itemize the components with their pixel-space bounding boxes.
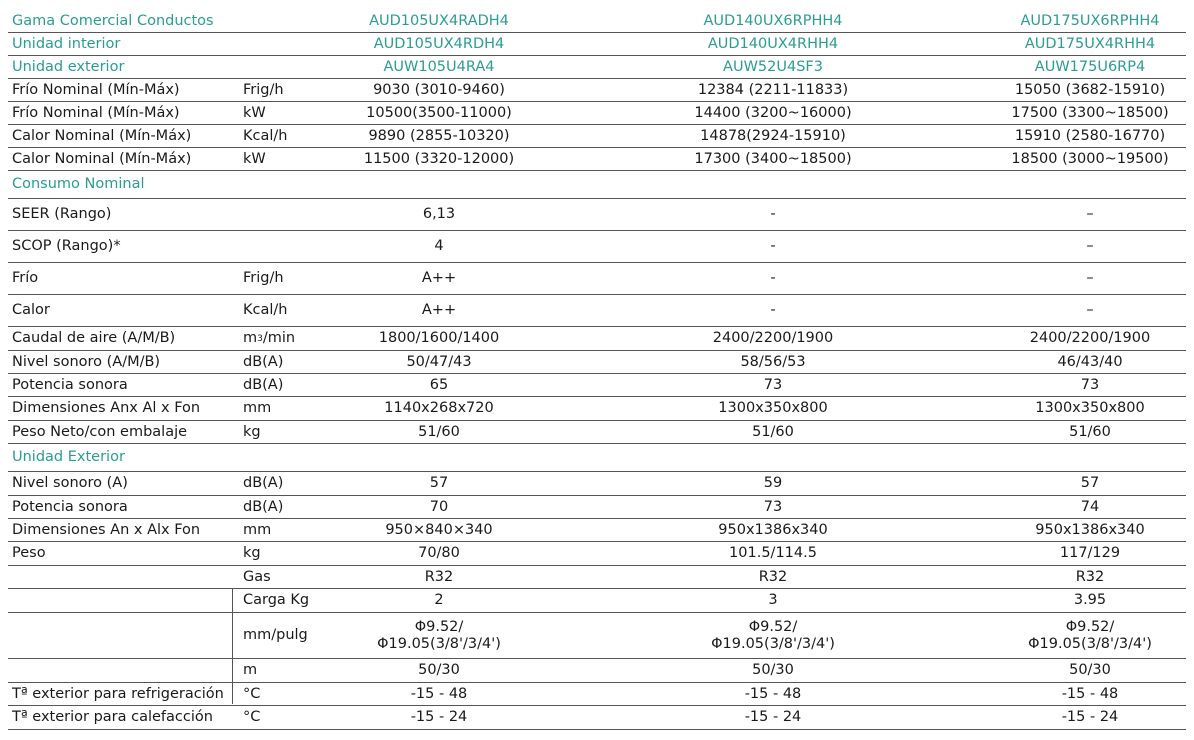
row-unit: kW (243, 150, 266, 167)
row-unit: Kcal/h (243, 127, 288, 144)
header-row-range (8, 10, 1186, 33)
table-row (8, 295, 1186, 327)
value-3: 46/43/40 (1057, 353, 1123, 370)
value-3: Φ9.52/ Φ19.05(3/8'/3/4') (1028, 618, 1152, 652)
indoor-model-1: AUD105UX4RDH4 (373, 35, 505, 52)
row-label: Tª exterior para calefacción (12, 709, 213, 726)
row-unit: m 3 /min (243, 330, 296, 347)
value-1: 50/47/43 (406, 353, 472, 370)
row-label: Frío Nominal (Mín-Máx) (12, 81, 180, 98)
value-3: 117/129 (1059, 545, 1121, 562)
value-1: 50/30 (418, 662, 460, 679)
value-2: 950x1386x340 (718, 521, 828, 538)
value-3: 15050 (3682-15910) (1014, 81, 1166, 98)
value-3: 950x1386x340 (1035, 521, 1145, 538)
table-row (8, 683, 1186, 706)
row-label: Potencia sonora (12, 376, 128, 393)
column-divider (232, 588, 233, 704)
value-3: 2400/2200/1900 (1029, 330, 1151, 347)
table-row (8, 472, 1186, 496)
table-row (8, 148, 1186, 171)
value-2: -15 - 48 (744, 685, 802, 702)
table-row (8, 374, 1186, 397)
table-row (8, 421, 1186, 444)
value-2: - (770, 238, 776, 255)
value-2: 58/56/53 (740, 353, 806, 370)
value-1: 4 (434, 238, 444, 255)
value-2: 14878(2924-15910) (700, 127, 846, 144)
value-1: -15 - 24 (410, 709, 468, 726)
value-1: 1140x268x720 (384, 400, 494, 417)
model-1: AUD105UX4RADH4 (369, 12, 509, 29)
value-1: Φ9.52/ Φ19.05(3/8'/3/4') (377, 618, 501, 652)
row-unit: dB(A) (243, 376, 284, 393)
value-3: – (1086, 302, 1094, 319)
value-1: A++ (421, 302, 457, 319)
row-label: Potencia sonora (12, 498, 128, 515)
value-2: 17300 (3400~18500) (694, 150, 852, 167)
value-1: 950×840×340 (385, 521, 493, 538)
outdoor-model-2: AUW52U4SF3 (723, 58, 823, 75)
row-unit: m (243, 662, 258, 679)
value-1: 57 (429, 475, 449, 492)
value-2: -15 - 24 (744, 709, 802, 726)
value-2: 50/30 (752, 662, 794, 679)
value-2: Φ9.52/ Φ19.05(3/8'/3/4') (711, 618, 835, 652)
table-row (8, 125, 1186, 148)
section-title: Consumo Nominal (12, 176, 145, 193)
value-1: -15 - 48 (410, 685, 468, 702)
value-3: 17500 (3300~18500) (1011, 104, 1169, 121)
value-2: 51/60 (752, 423, 794, 440)
value-2: 14400 (3200~16000) (694, 104, 852, 121)
value-2: 12384 (2211-11833) (697, 81, 849, 98)
row-unit: kg (243, 423, 261, 440)
row-unit: Gas (243, 568, 271, 585)
value-1: 10500(3500-11000) (366, 104, 512, 121)
row-label: Calor Nominal (Mín-Máx) (12, 150, 192, 167)
row-label: Frío (12, 270, 39, 287)
row-label: Nivel sonoro (A) (12, 475, 128, 492)
row-label: Frío Nominal (Mín-Máx) (12, 104, 180, 121)
value-3: 50/30 (1069, 662, 1111, 679)
row-unit: dB(A) (243, 498, 284, 515)
row-label: Calor (12, 302, 50, 319)
value-2: - (770, 206, 776, 223)
indoor-model-2: AUD140UX4RHH4 (707, 35, 839, 52)
row-unit: Carga Kg (243, 592, 310, 609)
value-1: 70/80 (418, 545, 460, 562)
value-1: A++ (421, 270, 457, 287)
outdoor-model-1: AUW105U4RA4 (383, 58, 495, 75)
value-2: - (770, 302, 776, 319)
table-row (8, 542, 1186, 566)
row-label: Calor Nominal (Mín-Máx) (12, 127, 192, 144)
value-2: - (770, 270, 776, 287)
row-label: Dimensiones Anx Al x Fon (12, 400, 201, 417)
table-row (8, 199, 1186, 231)
row-unit: mm (243, 521, 272, 538)
section-title-exterior (8, 444, 1186, 472)
row-unit: Kcal/h (243, 302, 288, 319)
value-2: 73 (763, 376, 783, 393)
value-3: – (1086, 238, 1094, 255)
value-3: R32 (1075, 568, 1105, 585)
table-row (8, 231, 1186, 263)
row-label: Unidad interior (12, 35, 121, 52)
value-1: R32 (424, 568, 454, 585)
table-row (8, 496, 1186, 519)
row-unit: kg (243, 545, 261, 562)
table-row (8, 351, 1186, 374)
table-row (8, 79, 1186, 102)
value-3: 51/60 (1069, 423, 1111, 440)
value-3: -15 - 24 (1061, 709, 1119, 726)
value-3: -15 - 48 (1061, 685, 1119, 702)
value-2: 101.5/114.5 (729, 545, 817, 562)
value-1: 2 (434, 592, 444, 609)
value-2: 59 (763, 475, 783, 492)
row-unit: mm/pulg (243, 627, 308, 644)
value-2: 3 (768, 592, 778, 609)
spec-table (8, 10, 1186, 730)
value-1: 9890 (2855-10320) (368, 127, 510, 144)
table-row (8, 659, 1186, 683)
value-1: 6,13 (422, 206, 456, 223)
row-label: Caudal de aire (A/M/B) (12, 330, 176, 347)
value-1: 51/60 (418, 423, 460, 440)
model-2: AUD140UX6RPHH4 (703, 12, 843, 29)
value-2: 1300x350x800 (718, 400, 828, 417)
row-unit: Frig/h (243, 81, 284, 98)
value-1: 65 (429, 376, 449, 393)
value-1: 70 (429, 498, 449, 515)
value-3: 73 (1080, 376, 1100, 393)
row-label: Unidad exterior (12, 58, 125, 75)
row-unit: dB(A) (243, 353, 284, 370)
row-label: Tª exterior para refrigeración (12, 685, 224, 702)
value-3: – (1086, 270, 1094, 287)
table-row (8, 327, 1186, 351)
row-unit: Frig/h (243, 270, 284, 287)
table-row (8, 102, 1186, 125)
value-1: 1800/1600/1400 (378, 330, 500, 347)
row-label: Peso Neto/con embalaje (12, 423, 188, 440)
table-row (8, 397, 1186, 421)
row-label: SCOP (Rango)* (12, 238, 121, 255)
value-3: 18500 (3000~19500) (1011, 150, 1169, 167)
outdoor-model-3: AUW175U6RP4 (1034, 58, 1146, 75)
value-3: – (1086, 206, 1094, 223)
table-row (8, 589, 1186, 613)
row-label: SEER (Rango) (12, 206, 112, 223)
row-unit: °C (243, 709, 261, 726)
model-3: AUD175UX6RPHH4 (1020, 12, 1160, 29)
value-3: 74 (1080, 498, 1100, 515)
row-unit: mm (243, 400, 272, 417)
row-label: Nivel sonoro (A/M/B) (12, 353, 161, 370)
value-3: 15910 (2580-16770) (1014, 127, 1166, 144)
section-title: Unidad Exterior (12, 449, 125, 466)
value-1: 11500 (3320-12000) (363, 150, 515, 167)
header-row-outdoor (8, 56, 1186, 79)
row-label: Gama Comercial Conductos (12, 12, 214, 29)
value-2: 73 (763, 498, 783, 515)
value-1: 9030 (3010-9460) (373, 81, 505, 98)
header-row-indoor (8, 33, 1186, 56)
value-2: R32 (758, 568, 788, 585)
row-label: Peso (12, 545, 46, 562)
row-unit: dB(A) (243, 475, 284, 492)
row-unit: °C (243, 685, 261, 702)
table-row (8, 706, 1186, 730)
table-row (8, 519, 1186, 542)
section-title-consumo (8, 171, 1186, 199)
table-row (8, 263, 1186, 295)
value-3: 1300x350x800 (1035, 400, 1145, 417)
value-2: 2400/2200/1900 (712, 330, 834, 347)
row-label: Dimensiones An x Alx Fon (12, 521, 201, 538)
value-3: 3.95 (1073, 592, 1107, 609)
indoor-model-3: AUD175UX4RHH4 (1024, 35, 1156, 52)
value-3: 57 (1080, 475, 1100, 492)
table-row (8, 566, 1186, 589)
row-unit: kW (243, 104, 266, 121)
table-row-pipes (8, 613, 1186, 659)
